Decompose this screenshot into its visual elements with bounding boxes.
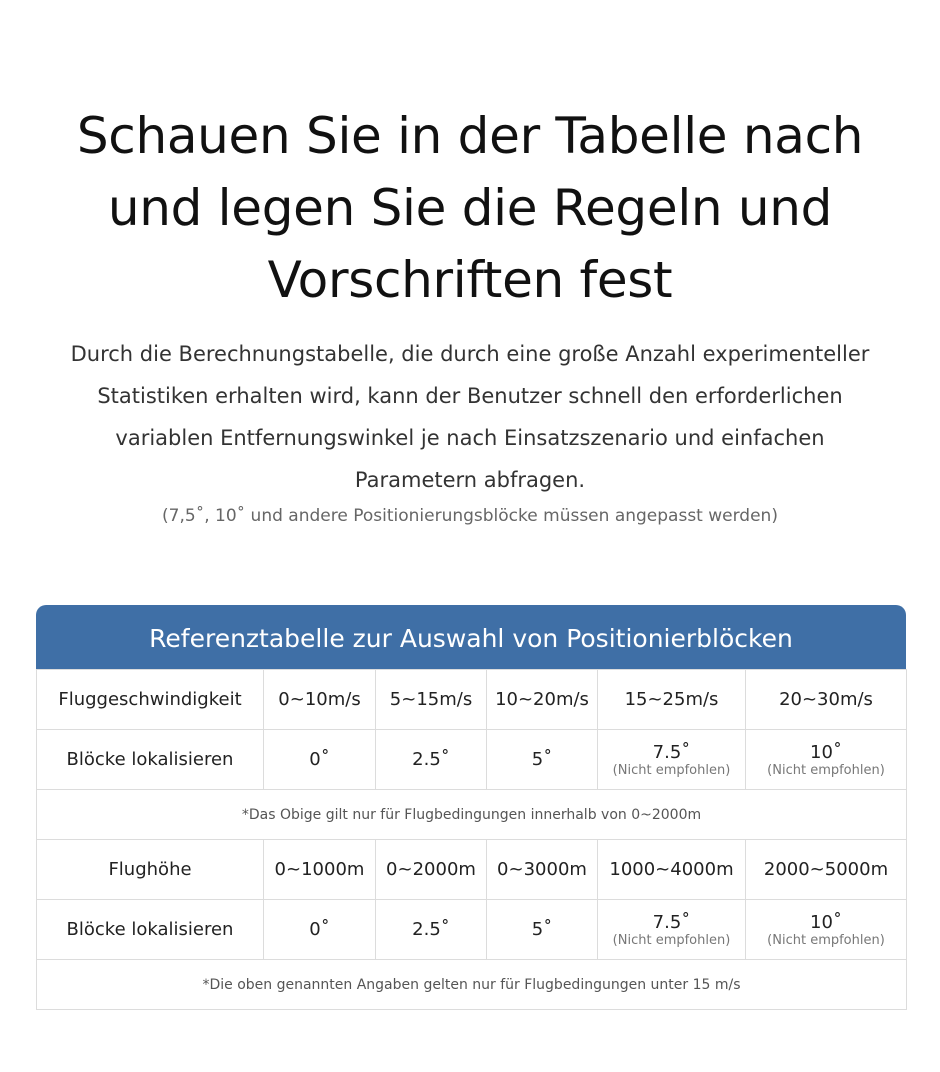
not-recommended-label: (Nicht empfohlen) (612, 932, 731, 948)
altitude-cell: 0~1000m (264, 840, 376, 900)
block-cell (598, 900, 746, 960)
page-headline (40, 100, 900, 316)
table-row-blocks (37, 900, 907, 960)
description-line: Parametern abfragen. (354, 468, 586, 492)
table-title: Referenztabelle zur Auswahl von Positionierblöcken (36, 605, 906, 669)
table-row-altitude (37, 840, 907, 900)
block-angle: 0˚ (309, 918, 330, 940)
block-cell (376, 730, 487, 790)
altitude-cell: 2000~5000m (746, 840, 907, 900)
description-line: variablen Entfernungswinkel je nach Einsatzszenario und einfachen (115, 426, 825, 450)
block-angle: 7.5˚ (652, 911, 691, 933)
speed-cell: 10~20m/s (487, 670, 598, 730)
block-cell (598, 730, 746, 790)
block-cell (264, 900, 376, 960)
not-recommended-label: (Nicht empfohlen) (767, 762, 885, 778)
block-angle: 5˚ (531, 748, 553, 770)
speed-cell: 15~25m/s (598, 670, 746, 730)
block-angle: 2.5˚ (412, 748, 450, 770)
altitude-cell: 1000~4000m (598, 840, 746, 900)
block-cell (746, 900, 907, 960)
description-text (30, 333, 910, 501)
block-angle: 0˚ (309, 748, 330, 770)
speed-cell: 5~15m/s (376, 670, 487, 730)
block-cell (746, 730, 907, 790)
altitude-cell: 0~2000m (376, 840, 487, 900)
block-cell (264, 730, 376, 790)
headline-line: und legen Sie die Regeln und (107, 179, 833, 237)
block-angle: 10˚ (810, 911, 842, 933)
block-angle: 5˚ (531, 918, 553, 940)
speed-cell: 0~10m/s (264, 670, 376, 730)
description-line: Statistiken erhalten wird, kann der Benutzer schnell den erforderlichen (97, 384, 843, 408)
headline-line: Vorschriften fest (267, 251, 673, 309)
reference-table (36, 605, 906, 1010)
adjustment-note: (7,5˚, 10˚ und andere Positionierungsblöcke müssen angepasst werden) (162, 506, 778, 526)
block-cell (487, 900, 598, 960)
block-angle: 10˚ (810, 741, 842, 763)
altitude-cell: 0~3000m (487, 840, 598, 900)
speed-cell: 20~30m/s (746, 670, 907, 730)
table-footnote: *Das Obige gilt nur für Flugbedingungen innerhalb von 0~2000m (37, 790, 907, 840)
description-line: Durch die Berechnungstabelle, die durch eine große Anzahl experimenteller (70, 342, 870, 366)
block-angle: 7.5˚ (652, 741, 691, 763)
table-footnote-row (37, 960, 907, 1010)
row-label-blocks: Blöcke lokalisieren (37, 900, 264, 960)
not-recommended-label: (Nicht empfohlen) (767, 932, 885, 948)
table-footnote-row (37, 790, 907, 840)
block-cell (487, 730, 598, 790)
block-cell (376, 900, 487, 960)
not-recommended-label: (Nicht empfohlen) (612, 762, 731, 778)
reference-grid (36, 669, 907, 1010)
row-label-speed: Fluggeschwindigkeit (37, 670, 264, 730)
table-footnote: *Die oben genannten Angaben gelten nur für Flugbedingungen unter 15 m/s (37, 960, 907, 1010)
row-label-altitude: Flughöhe (37, 840, 264, 900)
table-row-speed (37, 670, 907, 730)
headline-line: Schauen Sie in der Tabelle nach (76, 107, 864, 165)
table-row-blocks (37, 730, 907, 790)
row-label-blocks: Blöcke lokalisieren (37, 730, 264, 790)
block-angle: 2.5˚ (412, 918, 450, 940)
